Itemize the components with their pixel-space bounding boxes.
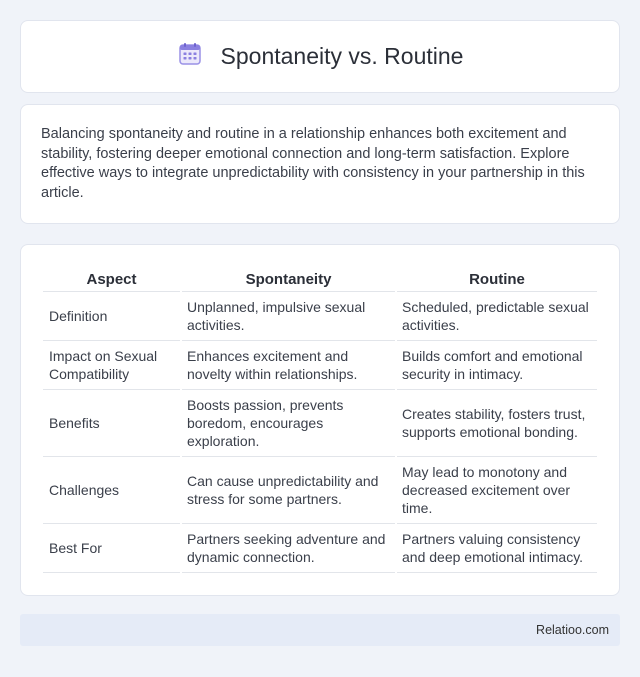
calendar-icon (177, 41, 203, 72)
comparison-card (20, 244, 620, 596)
row-aspect: Best For (43, 524, 180, 573)
row-routine: Partners valuing consistency and deep emotional intimacy. (397, 524, 597, 573)
row-aspect: Challenges (43, 457, 180, 524)
table-row (43, 524, 597, 573)
row-routine: May lead to monotony and decreased excitement over time. (397, 457, 597, 524)
title-wrap (177, 41, 464, 72)
footer-brand: Relatioo.com (536, 623, 609, 637)
footer (20, 614, 620, 646)
table-row (43, 457, 597, 524)
row-aspect: Benefits (43, 390, 180, 457)
row-spontaneity: Partners seeking adventure and dynamic connection. (182, 524, 395, 573)
intro-text: Balancing spontaneity and routine in a relationship enhances both excitement and stability, fostering deeper emotional connection and long-term satisfaction. Explore effective ways to integrate unpredictability with consistency in your partnership in this article. (41, 126, 585, 201)
header-aspect: Aspect (43, 265, 180, 292)
row-aspect: Definition (43, 292, 180, 341)
row-spontaneity: Enhances excitement and novelty within relationships. (182, 341, 395, 390)
intro-card (20, 104, 620, 224)
row-routine: Scheduled, predictable sexual activities. (397, 292, 597, 341)
comparison-table (41, 265, 599, 573)
table-row (43, 390, 597, 457)
header-routine: Routine (397, 265, 597, 292)
table-row (43, 292, 597, 341)
page-title: Spontaneity vs. Routine (220, 43, 464, 69)
row-aspect: Impact on Sexual Compatibility (43, 341, 180, 390)
row-spontaneity: Unplanned, impulsive sexual activities. (182, 292, 395, 341)
table-header-row (43, 265, 597, 292)
row-spontaneity: Can cause unpredictability and stress for some partners. (182, 457, 395, 524)
row-spontaneity: Boosts passion, prevents boredom, encourages exploration. (182, 390, 395, 457)
row-routine: Creates stability, fosters trust, supports emotional bonding. (397, 390, 597, 457)
header-spontaneity: Spontaneity (182, 265, 395, 292)
table-row (43, 341, 597, 390)
row-routine: Builds comfort and emotional security in intimacy. (397, 341, 597, 390)
title-card (20, 20, 620, 93)
